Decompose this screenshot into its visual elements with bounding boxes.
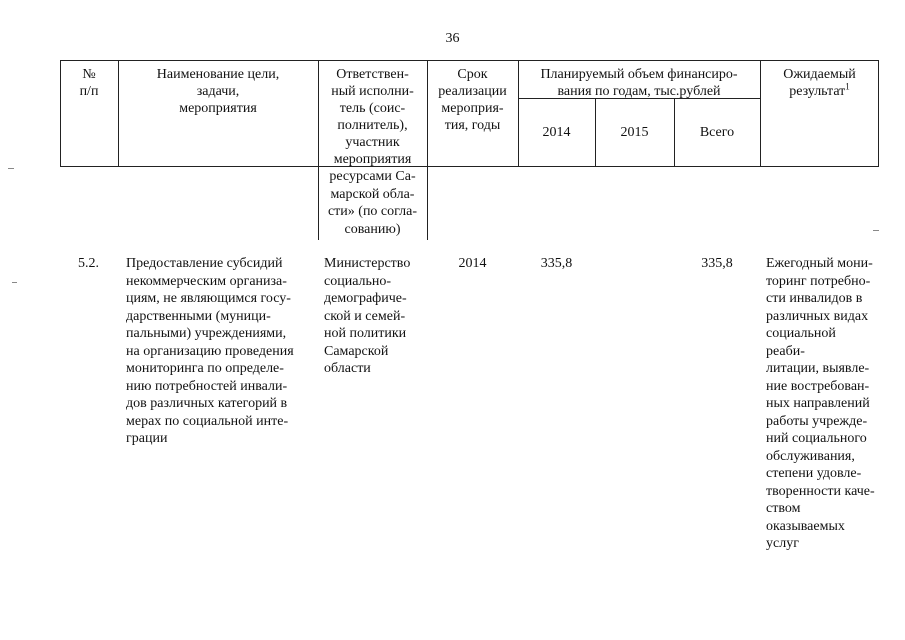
header-result bbox=[760, 66, 879, 100]
row-name: Предоставление субсидий некоммерческим организа- циям, не являющимся госу- дарственными (муници- пальными) учреждениями, на организацию проведения мониторинга по определе- нию потребностей инвали- дов различных категорий в мерах по социальной инте- грации bbox=[126, 256, 294, 446]
scan-mark bbox=[873, 230, 879, 231]
scan-mark bbox=[8, 168, 14, 169]
row-result: Ежегодный мони- торинг потребно- сти инвалидов в различных видах социальной реаби- литации, выявле- ние востребован- ных направлений работы учрежде- ний социального обслуживания, степени удовле- творенности каче- ством оказываемых услуг bbox=[766, 256, 875, 551]
row-term: 2014 bbox=[458, 256, 487, 271]
row-responsible: Министерство социально- демографиче- ской и семей- ной политики Самарской области bbox=[324, 256, 411, 376]
footnote-marker: 1 bbox=[845, 81, 850, 92]
header-result-text: Ожидаемый результат bbox=[783, 67, 856, 99]
scan-mark bbox=[12, 282, 17, 283]
continuation-responsible: ресурсами Са- марской обла- сти» (по согла- сованию) bbox=[327, 169, 418, 237]
row-number: 5.2. bbox=[78, 256, 99, 271]
row-amount-total: 335,8 bbox=[701, 256, 733, 271]
header-year-2014: 2014 bbox=[542, 125, 571, 140]
header-total: Всего bbox=[699, 125, 735, 140]
column-divider-continuation bbox=[427, 167, 428, 240]
page-number: 36 bbox=[445, 31, 460, 46]
row-amount-2014: 335,8 bbox=[540, 256, 573, 271]
header-term: Срок реализации мероприя- тия, годы bbox=[438, 67, 507, 133]
header-responsible: Ответствен- ный исполни- тель (соис- полнитель), участник мероприятия bbox=[331, 67, 414, 167]
header-name: Наименование цели, задачи, мероприятия bbox=[156, 67, 280, 116]
header-financing: Планируемый объем финансиро- вания по годам, тыс.рублей bbox=[540, 67, 738, 99]
header-number: № п/п bbox=[79, 67, 99, 99]
header-year-2015: 2015 bbox=[620, 125, 649, 140]
